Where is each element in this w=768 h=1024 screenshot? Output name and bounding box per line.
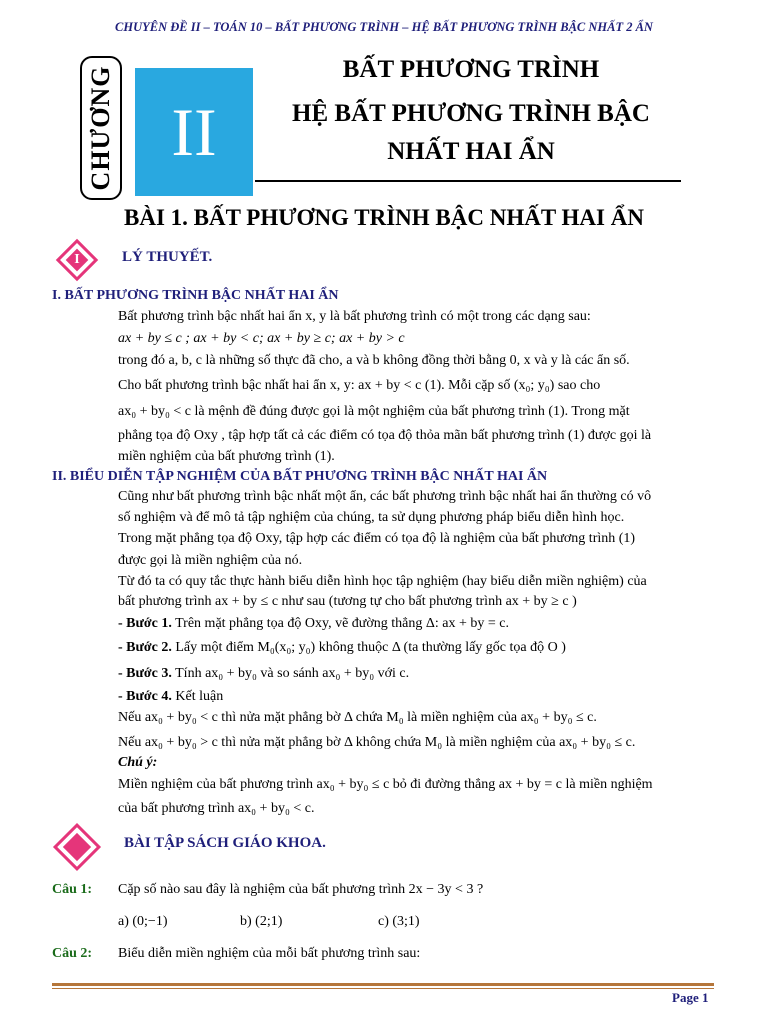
step4-text: Kết luận xyxy=(171,689,224,704)
section1-line1: Bất phương trình bậc nhất hai ẩn x, y là bất phương trình có một trong các dạng sau: xyxy=(118,309,591,324)
page-number: Page 1 xyxy=(672,990,709,1005)
section1-line5: ax₀ + by₀ < c là mệnh đề đúng được gọi là một nghiệm của bất phương trình (1). Trong mặt xyxy=(118,404,630,419)
note-line2: của bất phương trình ax₀ + by₀ < c. xyxy=(118,801,315,816)
section1-line4: Cho bất phương trình bậc nhất hai ẩn x, y: ax + by < c (1). Mỗi cặp số (x₀; y₀) sao cho xyxy=(118,378,601,393)
question1-option-b: b) (2;1) xyxy=(240,914,283,929)
step1-label: - Bước 1. xyxy=(118,616,172,631)
section2-line4: được gọi là miền nghiệm của nó. xyxy=(118,553,303,568)
section2-line2: số nghiệm và để mô tả tập nghiệm của chúng, ta sử dụng phương pháp biểu diễn hình học. xyxy=(118,510,625,525)
step4 xyxy=(118,689,223,705)
chapter-label-box xyxy=(80,56,122,200)
theory-heading: LÝ THUYẾT. xyxy=(122,249,213,265)
step1-text: Trên mặt phẳng tọa độ Oxy, vẽ đường thẳng Δ: ax + by = c. xyxy=(171,616,509,631)
section1-line6: phẳng tọa độ Oxy , tập hợp tất cả các điểm có tọa độ thỏa mãn bất phương trình (1) được gọi là xyxy=(118,428,652,443)
section2-line3: Trong mặt phẳng tọa độ Oxy, tập hợp các điểm có tọa độ là nghiệm của bất phương trình (1) xyxy=(118,531,636,546)
running-header: CHUYÊN ĐỀ II – TOÁN 10 – BẤT PHƯƠNG TRÌNH – HỆ BẤT PHƯƠNG TRÌNH BẬC NHẤT 2 ẨN xyxy=(115,20,653,34)
step3 xyxy=(118,666,409,682)
section1-line2: ax + by ≤ c ; ax + by < c; ax + by ≥ c; ax + by > c xyxy=(118,331,405,346)
step2-label: - Bước 2. xyxy=(118,640,172,655)
chapter-number: II xyxy=(171,93,217,170)
section2-line5: Từ đó ta có quy tắc thực hành biểu diễn hình học tập nghiệm (hay biểu diễn miền nghiệm) của xyxy=(118,574,647,589)
diamond-fill xyxy=(63,833,91,861)
footer-rule-thin xyxy=(52,988,714,989)
section2-heading: II. BIỂU DIỄN TẬP NGHIỆM CỦA BẤT PHƯƠNG TRÌNH BẬC NHẤT HAI ẨN xyxy=(52,469,548,484)
step2 xyxy=(118,640,566,656)
chapter-title-line2: HỆ BẤT PHƯƠNG TRÌNH BẬC xyxy=(292,100,650,127)
section1-heading: I. BẤT PHƯƠNG TRÌNH BẬC NHẤT HAI ẨN xyxy=(52,288,339,303)
conclusion-1: Nếu ax₀ + by₀ < c thì nửa mặt phẳng bờ Δ chứa M₀ là miền nghiệm của ax₀ + by₀ ≤ c. xyxy=(118,710,597,725)
chapter-title-line3: NHẤT HAI ẨN xyxy=(387,138,555,165)
exercises-heading: BÀI TẬP SÁCH GIÁO KHOA. xyxy=(124,835,326,851)
step3-text: Tính ax₀ + by₀ và so sánh ax₀ + by₀ với c. xyxy=(171,666,410,681)
theory-diamond-icon xyxy=(56,239,98,281)
question1-option-a: a) (0;−1) xyxy=(118,914,168,929)
question1-option-c: c) (3;1) xyxy=(378,914,420,929)
section1-line3: trong đó a, b, c là những số thực đã cho, a và b không đồng thời bằng 0, x và y là các ẩn số. xyxy=(118,353,630,368)
section2-line6: bất phương trình ax + by ≤ c như sau (tương tự cho bất phương trình ax + by ≥ c ) xyxy=(118,594,577,609)
conclusion-2: Nếu ax₀ + by₀ > c thì nửa mặt phẳng bờ Δ không chứa M₀ là miền nghiệm của ax₀ + by₀ ≤ c. xyxy=(118,735,636,750)
step2-text: Lấy một điểm M₀(x₀; y₀) không thuộc Δ (ta thường lấy gốc tọa độ O ) xyxy=(171,640,566,655)
chapter-title-line1: BẤT PHƯƠNG TRÌNH xyxy=(342,56,600,83)
question1-text: Cặp số nào sau đây là nghiệm của bất phương trình 2x − 3y < 3 ? xyxy=(118,882,484,897)
section2-line1: Cũng như bất phương trình bậc nhất một ẩn, các bất phương trình bậc nhất hai ẩn thường có vô xyxy=(118,489,652,504)
exercises-diamond-icon xyxy=(53,823,101,871)
chapter-number-box xyxy=(135,68,253,196)
section1-line7: miền nghiệm của bất phương trình (1). xyxy=(118,449,335,464)
note-line1: Miền nghiệm của bất phương trình ax₀ + by₀ ≤ c bỏ đi đường thẳng ax + by = c là miền nghiệm xyxy=(118,777,653,792)
note-label: Chú ý: xyxy=(118,755,158,770)
question1-label: Câu 1: xyxy=(52,882,93,897)
question2-text: Biểu diễn miền nghiệm của mỗi bất phương trình sau: xyxy=(118,946,421,961)
lesson-title: BÀI 1. BẤT PHƯƠNG TRÌNH BẬC NHẤT HAI ẨN xyxy=(124,205,644,230)
chapter-label: CHƯƠNG xyxy=(86,65,115,191)
footer-rule xyxy=(52,983,714,986)
step1 xyxy=(118,616,509,632)
step4-label: - Bước 4. xyxy=(118,689,172,704)
question2-label: Câu 2: xyxy=(52,946,93,961)
chapter-title-rule xyxy=(255,180,681,182)
theory-badge: I xyxy=(74,252,80,267)
step3-label: - Bước 3. xyxy=(118,666,172,681)
